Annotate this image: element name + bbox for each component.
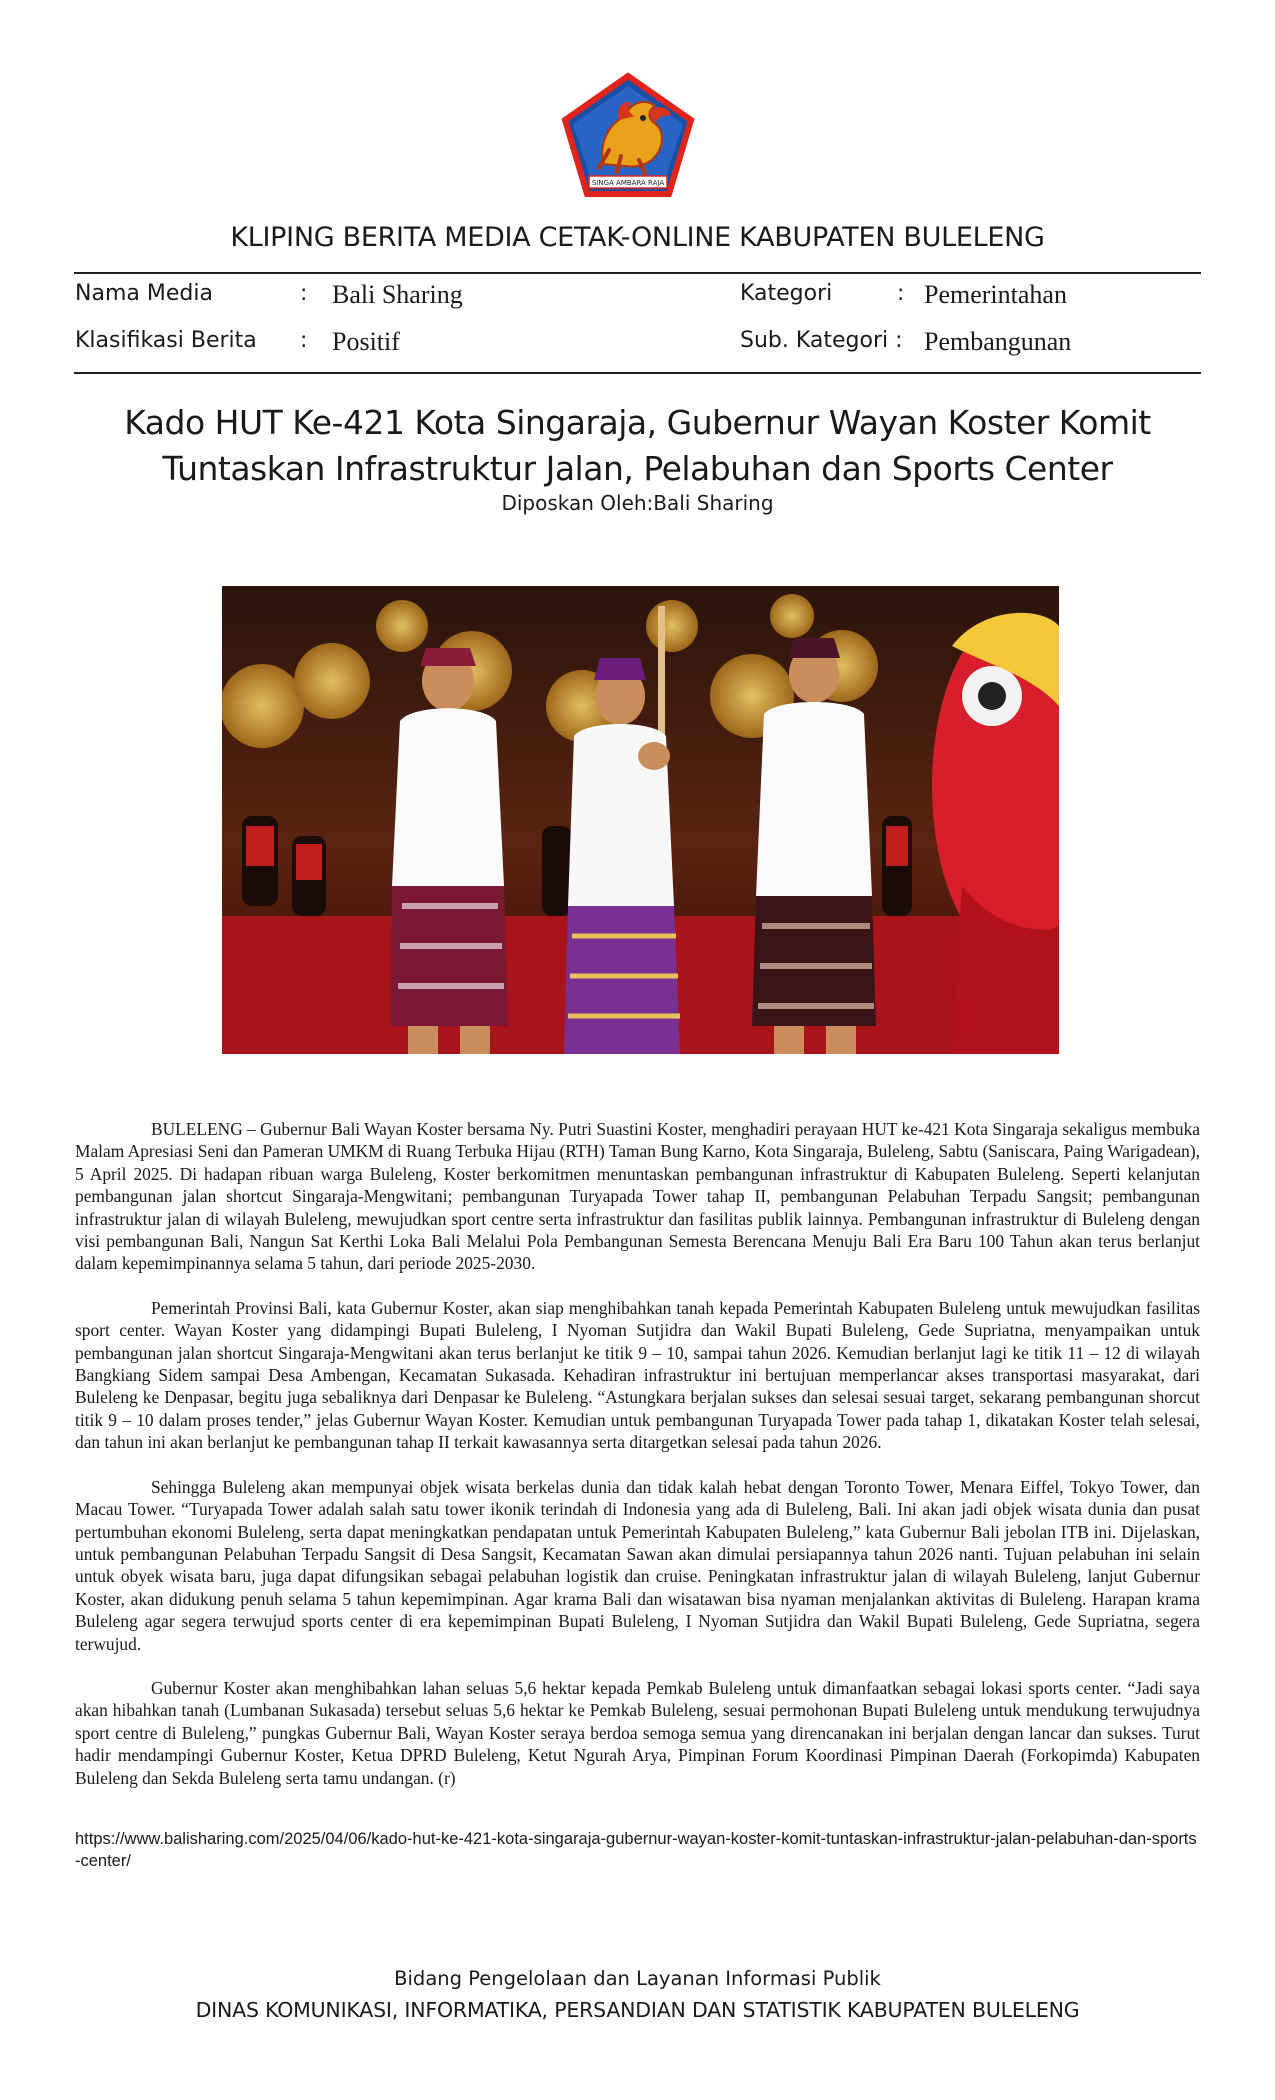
kategori-label: Kategori <box>740 281 833 306</box>
media-value: Bali Sharing <box>332 280 463 309</box>
headline-line-1: Kado HUT Ke-421 Kota Singaraja, Gubernur Wayan Koster Komit <box>124 403 1151 442</box>
buleleng-crest-icon <box>559 72 697 200</box>
kategori-colon: : <box>897 281 905 306</box>
article-paragraph-2: Pemerintah Provinsi Bali, kata Gubernur Koster, akan siap menghibahkan tanah kepada Pemerintah Kabupaten Buleleng untuk mewujudkan fasilitas sport center. Wayan Koster yang didampingi Bupati Buleleng, I Nyoman Sutjidra dan Wakil Bupati Buleleng, Gede Supriatna, menyampaikan untuk pembangunan jalan shortcut Singaraja-Mengwitani akan terus berlanjut ke titik 9 – 10, sampai tahun 2026. Kemudian berlanjut lagi ke titik 11 – 12 di wilayah Bangkiang Sidem sampai Desa Ambengan, Kecamatan Sukasada. Kehadiran infrastruktur ini bertujuan memperlancar akses transportasi masyarakat, dari Buleleng ke Denpasar, begitu juga sebaliknya dari Denpasar ke Buleleng. “Astungkara berjalan sukses dan selesai sesuai target, sekarang pembangunan shorcut titik 9 – 10 dalam proses tender,” jelas Gubernur Wayan Koster. Kemudian untuk pembangunan Turyapada Tower pada tahap 1, dikatakan Koster telah selesai, dan tahun ini akan berlanjut ke pembangunan tahap II terkait kawasannya serta ditargetkan selesai pada tahun 2026. <box>75 1297 1200 1453</box>
source-url[interactable]: https://www.balisharing.com/2025/04/06/kado-hut-ke-421-kota-singaraja-gubernur-wayan-koster-komit-tuntaskan-infrastruktur-jalan-pelabuhan-dan-sports-center/ <box>75 1830 1197 1870</box>
header-rule-top <box>74 272 1201 274</box>
article-paragraph-1: BULELENG – Gubernur Bali Wayan Koster bersama Ny. Putri Suastini Koster, menghadiri perayaan HUT ke-421 Kota Singaraja sekaligus membuka Malam Apresiasi Seni dan Pameran UMKM di Ruang Terbuka Hijau (RTH) Taman Bung Karno, Kota Singaraja, Buleleng, Sabtu (Saniscara, Paing Warigadean), 5 April 2025. Di hadapan ribuan warga Buleleng, Koster berkomitmen menuntaskan pembangunan infrastruktur di Kabupaten Buleleng. Seperti kelanjutan pembangunan jalan shortcut Singaraja-Mengwitani; pembangunan Turyapada Tower tahap II, pembangunan Pelabuhan Terpadu Sangsit; pembangunan infrastruktur jalan di wilayah Buleleng, mewujudkan sport centre serta infrastruktur dan fasilitas publik lainnya. Pembangunan infrastruktur di Buleleng dengan visi pembangunan Bali, Nangun Sat Kerthi Loka Bali Melalui Pola Pembangunan Semesta Berencana Menuju Bali Era Baru 100 Tahun akan terus berlanjut dalam kepemimpinannya selama 5 tahun, dari periode 2025-2030. <box>75 1119 1200 1274</box>
article-headline <box>80 400 1195 492</box>
article-byline: Diposkan Oleh:Bali Sharing <box>501 491 774 515</box>
media-label: Nama Media <box>75 281 213 306</box>
article-paragraph-4: Gubernur Koster akan menghibahkan lahan seluas 5,6 hektar kepada Pemkab Buleleng untuk dimanfaatkan sebagai lokasi sports center. “Jadi saya akan hibahkan tanah (Lumbanan Sukasada) tersebut seluas 5,6 hektar ke Pemkab Buleleng, sesuai permohonan Bupati Buleleng untuk mendukung terwujudnya sport centre di Buleleng,” pungkas Gubernur Bali, Wayan Koster seraya berdoa semoga semua yang direncanakan ini berjalan dengan lancar dan sukses. Turut hadir mendampingi Gubernur Koster, Ketua DPRD Buleleng, Ketut Ngurah Arya, Pimpinan Forum Koordinasi Pimpinan Daerah (Forkopimda) Kabupaten Buleleng dan Sekda Buleleng serta tamu undangan. (r) <box>75 1677 1200 1788</box>
logo-motto: SINGA AMBARA RAJA <box>591 179 665 187</box>
klasifikasi-colon: : <box>300 328 308 353</box>
article-paragraph-3: Sehingga Buleleng akan mempunyai objek wisata berkelas dunia dan tidak kalah hebat dengan Toronto Tower, Menara Eiffel, Tokyo Tower, dan Macau Tower. “Turyapada Tower adalah salah satu tower ikonik terindah di Indonesia yang ada di Buleleng, Bali. Ini akan jadi objek wisata dunia dan pusat pertumbuhan ekonomi Buleleng, serta dapat meningkatkan pendapatan untuk Pemerintah Kabupaten Buleleng,” kata Gubernur Bali jebolan ITB ini. Dijelaskan, untuk pembangunan Pelabuhan Terpadu Sangsit di Desa Sangsit, Kecamatan Sawan akan dimulai persiapannya tahun 2026 nanti. Tujuan pelabuhan ini selain untuk obyek wisata baru, juga dapat difungsikan sebagai pelabuhan logistik dan cruise. Peningkatan infrastruktur jalan di wilayah Buleleng, lanjut Gubernur Koster, akan didukung penuh selama 5 tahun kepemimpinan. Agar krama Bali dan wisatawan bisa nyaman menjalankan aktivitas di Buleleng. Harapan krama Buleleng agar segera terwujud sports center di era kepemimpinan Bupati Buleleng, I Nyoman Sutjidra dan Wakil Bupati Buleleng, Gede Supriatna, segera terwujud. <box>75 1476 1200 1654</box>
document-title: KLIPING BERITA MEDIA CETAK-ONLINE KABUPATEN BULELENG <box>230 222 1045 253</box>
kategori-value: Pemerintahan <box>924 280 1067 309</box>
klasifikasi-label: Klasifikasi Berita <box>75 328 257 353</box>
article-body <box>75 1118 1200 1811</box>
subkategori-label: Sub. Kategori : <box>740 328 903 353</box>
footer-agency: DINAS KOMUNIKASI, INFORMATIKA, PERSANDIAN DAN STATISTIK KABUPATEN BULELENG <box>195 1998 1080 2022</box>
footer-division: Bidang Pengelolaan dan Layanan Informasi Publik <box>394 1967 881 1990</box>
subkategori-value: Pembangunan <box>924 327 1072 356</box>
header-rule-bottom <box>74 372 1201 374</box>
klasifikasi-value: Positif <box>332 327 400 356</box>
media-colon: : <box>300 281 308 306</box>
news-photo-ceremony <box>222 586 1059 1054</box>
headline-line-2: Tuntaskan Infrastruktur Jalan, Pelabuhan dan Sports Center <box>162 449 1113 488</box>
